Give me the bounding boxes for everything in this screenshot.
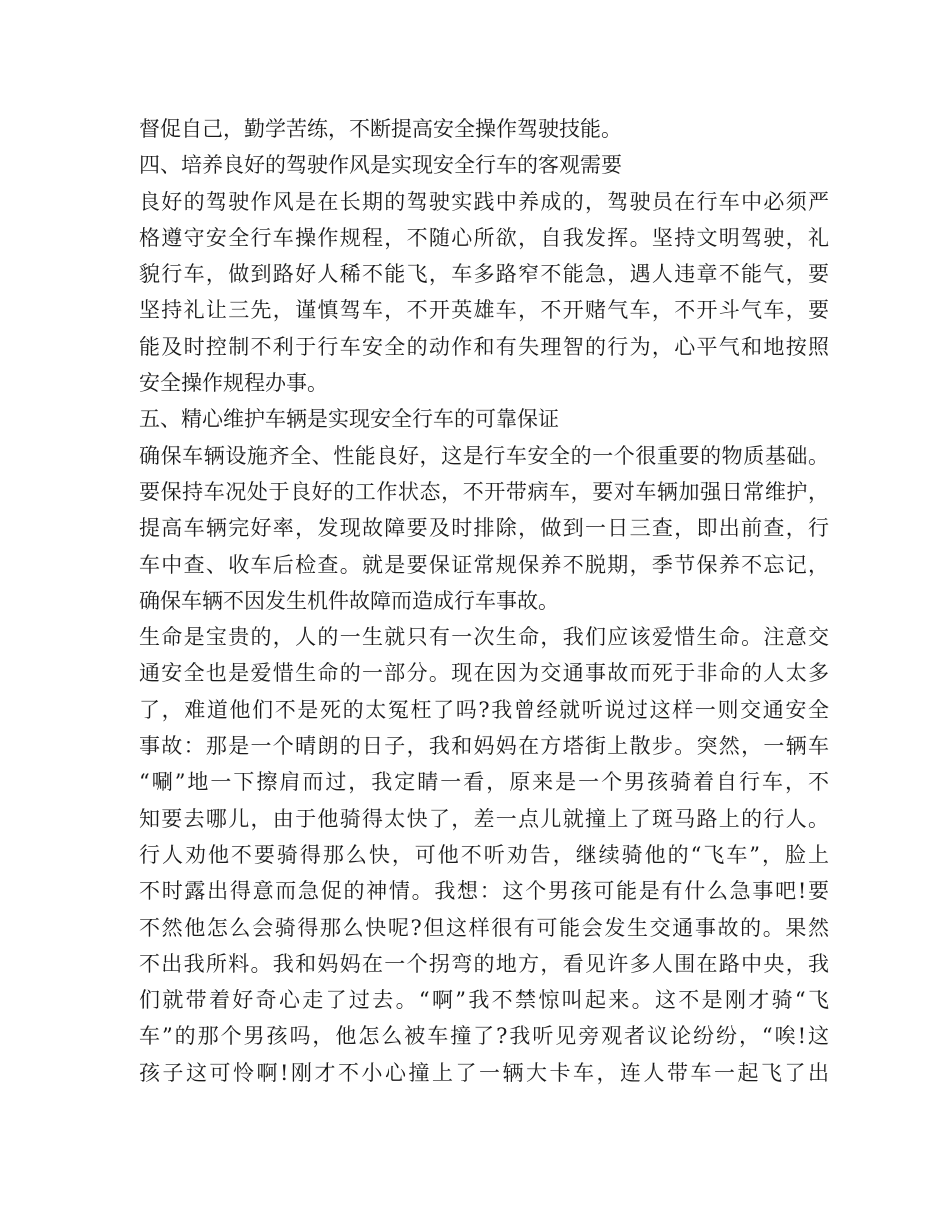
text-line: 生命是宝贵的，人的一生就只有一次生命，我们应该爱惜生命。注意交 [139, 625, 829, 650]
document-body [139, 111, 829, 1091]
text-line: 要保持车况处于良好的工作状态，不开带病车，要对车辆加强日常维护， [139, 479, 829, 504]
text-line: 行人劝他不要骑得那么快，可他不听劝告，继续骑他的“飞车”，脸上 [139, 842, 829, 867]
text-line: 了，难道他们不是死的太冤枉了吗?我曾经就听说过这样一则交通安全 [139, 697, 829, 722]
text-line: 安全操作规程办事。 [139, 371, 328, 396]
text-line: 知要去哪儿，由于他骑得太快了，差一点儿就撞上了斑马路上的行人。 [139, 806, 829, 831]
text-line: 格遵守安全行车操作规程，不随心所欲，自我发挥。坚持文明驾驶，礼 [139, 225, 829, 250]
text-line: 确保车辆不因发生机件故障而造成行车事故。 [139, 588, 559, 613]
section-heading-5: 五、精心维护车辆是实现安全行车的可靠保证 [139, 407, 559, 432]
text-line: 们就带着好奇心走了过去。“啊”我不禁惊叫起来。这不是刚才骑“飞 [139, 988, 829, 1013]
text-line: 确保车辆设施齐全、性能良好，这是行车安全的一个很重要的物质基础。 [139, 443, 829, 468]
text-line: 车中查、收车后检查。就是要保证常规保养不脱期，季节保养不忘记， [139, 552, 829, 577]
section-heading-4: 四、培养良好的驾驶作风是实现安全行车的客观需要 [139, 153, 622, 178]
text-line: 貌行车，做到路好人稀不能飞，车多路窄不能急，遇人违章不能气，要 [139, 262, 829, 287]
text-line: 良好的驾驶作风是在长期的驾驶实践中养成的，驾驶员在行车中必须严 [139, 189, 829, 214]
text-line: 坚持礼让三先，谨慎驾车，不开英雄车，不开赌气车，不开斗气车，要 [139, 298, 829, 323]
text-line: 督促自己，勤学苦练，不断提高安全操作驾驶技能。 [139, 117, 622, 141]
text-line: 不然他怎么会骑得那么快呢?但这样很有可能会发生交通事故的。果然 [139, 915, 829, 940]
text-line: “唰”地一下擦肩而过，我定睛一看，原来是一个男孩骑着自行车，不 [139, 770, 829, 795]
text-line: 不出我所料。我和妈妈在一个拐弯的地方，看见许多人围在路中央，我 [139, 951, 829, 976]
text-line: 车”的那个男孩吗，他怎么被车撞了?我听见旁观者议论纷纷，“唉!这 [139, 1024, 829, 1049]
text-line: 孩子这可怜啊!刚才不小心撞上了一辆大卡车，连人带车一起飞了出 [139, 1060, 829, 1085]
text-line: 通安全也是爱惜生命的一部分。现在因为交通事故而死于非命的人太多 [139, 661, 829, 686]
text-line: 事故：那是一个晴朗的日子，我和妈妈在方塔街上散步。突然，一辆车 [139, 734, 829, 759]
text-line: 不时露出得意而急促的神情。我想：这个男孩可能是有什么急事吧!要 [139, 879, 829, 904]
text-line: 能及时控制不利于行车安全的动作和有失理智的行为，心平气和地按照 [139, 334, 829, 359]
text-line: 提高车辆完好率，发现故障要及时排除，做到一日三查，即出前查，行 [139, 516, 829, 541]
